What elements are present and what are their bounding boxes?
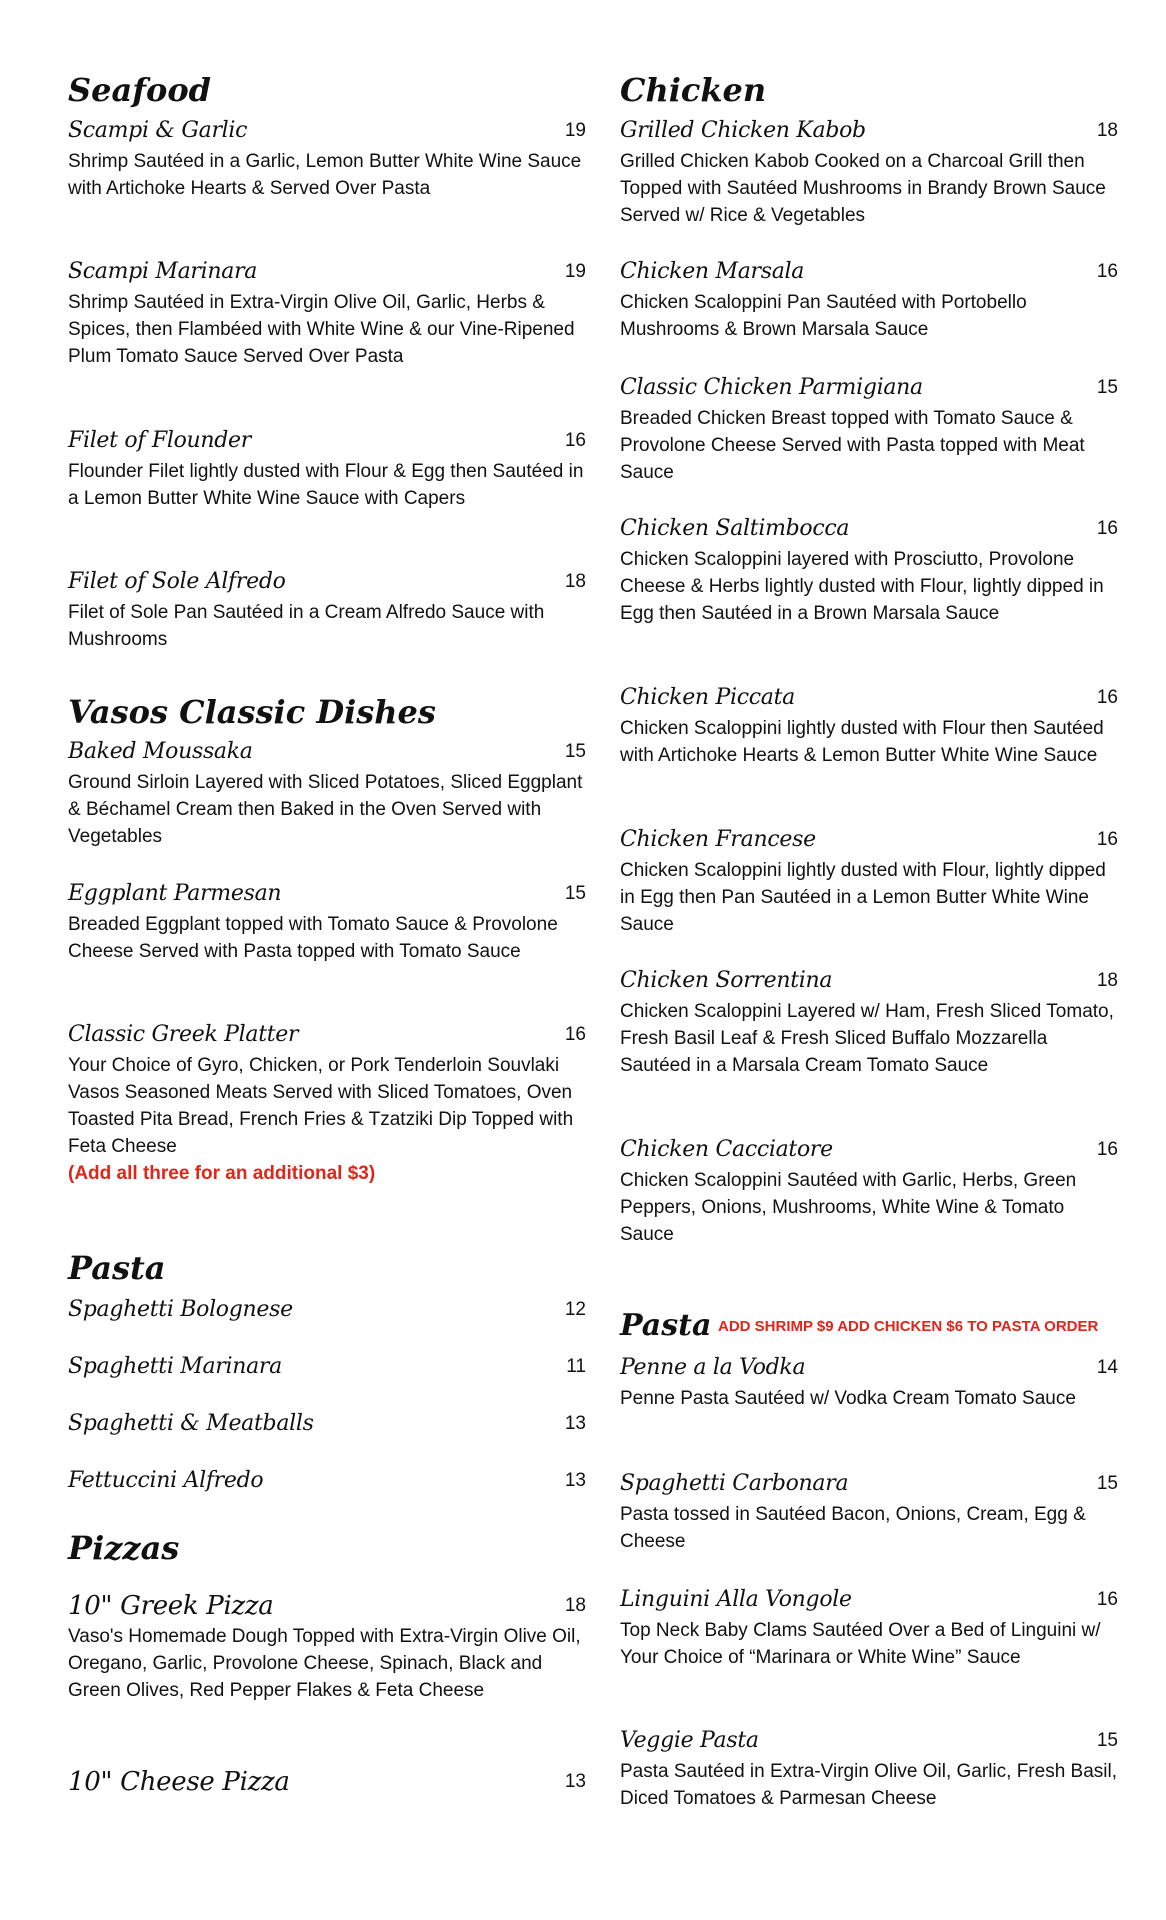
item-price: 16 bbox=[564, 430, 586, 451]
item-price: 16 bbox=[564, 1024, 586, 1045]
menu-item bbox=[68, 1767, 586, 1797]
item-price: 15 bbox=[564, 741, 586, 762]
item-name: Penne a la Vodka bbox=[620, 1355, 806, 1380]
item-note: (Add all three for an additional $3) bbox=[68, 1163, 376, 1184]
item-description: Breaded Eggplant topped with Tomato Sauce & Provolone Cheese Served with Pasta topped with Tomato Sauce bbox=[68, 914, 558, 962]
item-description: Grilled Chicken Kabob Cooked on a Charcoal Grill then Topped with Sautéed Mushrooms in Brandy Brown Sauce Served w/ Rice & Vegetables bbox=[620, 151, 1106, 226]
menu-item bbox=[620, 1135, 1118, 1248]
item-name: Chicken Piccata bbox=[620, 685, 795, 710]
item-name: Chicken Saltimbocca bbox=[620, 516, 850, 541]
item-name: Spaghetti Marinara bbox=[68, 1354, 282, 1379]
item-price: 19 bbox=[564, 261, 586, 282]
menu-item bbox=[68, 426, 586, 512]
menu-item bbox=[620, 1726, 1118, 1812]
item-price: 13 bbox=[564, 1771, 586, 1792]
item-name: Scampi Marinara bbox=[68, 259, 258, 284]
item-description: Top Neck Baby Clams Sautéed Over a Bed of Linguini w/ Your Choice of “Marinara or White Wine” Sauce bbox=[620, 1620, 1101, 1668]
menu-item bbox=[620, 1585, 1118, 1671]
chicken-heading: Chicken bbox=[620, 71, 767, 109]
menu-item bbox=[68, 1352, 586, 1382]
item-price: 16 bbox=[1096, 518, 1118, 539]
item-name: Chicken Francese bbox=[620, 827, 816, 852]
item-price: 16 bbox=[1096, 1139, 1118, 1160]
item-description: Chicken Scaloppini Pan Sautéed with Portobello Mushrooms & Brown Marsala Sauce bbox=[620, 292, 1027, 340]
menu-item bbox=[68, 1466, 586, 1496]
item-name: Grilled Chicken Kabob bbox=[620, 118, 866, 143]
item-price: 16 bbox=[1096, 829, 1118, 850]
item-name: Spaghetti Carbonara bbox=[620, 1471, 849, 1496]
item-name: Chicken Sorrentina bbox=[620, 968, 833, 993]
pasta-addon-note: ADD SHRIMP $9 ADD CHICKEN $6 TO PASTA ORDER bbox=[718, 1318, 1099, 1335]
item-description: Pasta tossed in Sautéed Bacon, Onions, Cream, Egg & Cheese bbox=[620, 1504, 1086, 1552]
menu-item bbox=[68, 1020, 586, 1187]
item-description: Flounder Filet lightly dusted with Flour & Egg then Sautéed in a Lemon Butter White Wine Sauce with Capers bbox=[68, 461, 584, 509]
item-description: Chicken Scaloppini layered with Prosciutto, Provolone Cheese & Herbs lightly dusted with Flour, lightly dipped in Egg then Sautéed in a Brown Marsala Sauce bbox=[620, 549, 1104, 624]
menu-item bbox=[620, 1469, 1118, 1555]
menu-item bbox=[68, 1591, 586, 1704]
item-price: 18 bbox=[1096, 970, 1118, 991]
item-price: 16 bbox=[1096, 687, 1118, 708]
item-price: 18 bbox=[1096, 120, 1118, 141]
item-price: 11 bbox=[566, 1356, 586, 1377]
item-name: Filet of Flounder bbox=[68, 428, 251, 453]
item-price: 15 bbox=[1096, 1473, 1118, 1494]
menu-item bbox=[68, 737, 586, 850]
item-price: 14 bbox=[1096, 1357, 1118, 1378]
pasta-heading: Pasta bbox=[68, 1249, 166, 1287]
item-price: 13 bbox=[564, 1470, 586, 1491]
item-description: Chicken Scaloppini lightly dusted with Flour, lightly dipped in Egg then Pan Sautéed in a Lemon Butter White Wine Sauce bbox=[620, 860, 1106, 935]
menu-item bbox=[68, 116, 586, 202]
item-description: Breaded Chicken Breast topped with Tomato Sauce & Provolone Cheese Served with Pasta topped with Meat Sauce bbox=[620, 408, 1085, 483]
item-name: Scampi & Garlic bbox=[68, 118, 248, 143]
item-price: 16 bbox=[1096, 261, 1118, 282]
item-description: Penne Pasta Sautéed w/ Vodka Cream Tomato Sauce bbox=[620, 1388, 1076, 1409]
item-name: Baked Moussaka bbox=[68, 739, 253, 764]
item-name: Spaghetti & Meatballs bbox=[68, 1411, 314, 1436]
menu-item bbox=[68, 1295, 586, 1325]
menu-item bbox=[620, 116, 1118, 229]
item-name: Veggie Pasta bbox=[620, 1728, 759, 1753]
item-name: Spaghetti Bolognese bbox=[68, 1297, 293, 1322]
item-price: 12 bbox=[564, 1299, 586, 1320]
item-price: 15 bbox=[1096, 1730, 1118, 1751]
item-name: 10" Greek Pizza bbox=[68, 1591, 274, 1621]
menu-item bbox=[620, 514, 1118, 627]
item-description: Shrimp Sautéed in a Garlic, Lemon Butter White Wine Sauce with Artichoke Hearts & Served Over Pasta bbox=[68, 151, 582, 199]
item-description: Chicken Scaloppini Layered w/ Ham, Fresh Sliced Tomato, Fresh Basil Leaf & Fresh Sliced Buffalo Mozzarella Sautéed in a Marsala Cream Tomato Sauce bbox=[620, 1001, 1114, 1076]
menu-item bbox=[620, 966, 1118, 1079]
item-name: Filet of Sole Alfredo bbox=[68, 569, 286, 594]
item-description: Chicken Scaloppini lightly dusted with Flour then Sautéed with Artichoke Hearts & Lemon Butter White Wine Sauce bbox=[620, 718, 1104, 766]
item-price: 15 bbox=[1096, 377, 1118, 398]
menu-item bbox=[620, 373, 1118, 486]
item-description: Your Choice of Gyro, Chicken, or Pork Tenderloin Souvlaki bbox=[68, 1055, 560, 1076]
item-price: 18 bbox=[564, 571, 586, 592]
item-name: Classic Greek Platter bbox=[68, 1022, 299, 1047]
menu-item bbox=[620, 257, 1118, 343]
item-description: Chicken Scaloppini Sautéed with Garlic, Herbs, Green Peppers, Onions, Mushrooms, White Wine & Tomato Sauce bbox=[620, 1170, 1077, 1245]
item-description: Vaso's Homemade Dough Topped with Extra-Virgin Olive Oil, Oregano, Garlic, Provolone Cheese, Spinach, Black and Green Olives, Red Pepper Flakes & Feta Cheese bbox=[68, 1626, 581, 1701]
item-price: 13 bbox=[564, 1413, 586, 1434]
item-price: 18 bbox=[564, 1595, 586, 1616]
item-name: Classic Chicken Parmigiana bbox=[620, 375, 923, 400]
menu-item bbox=[68, 257, 586, 370]
item-name: Linguini Alla Vongole bbox=[620, 1587, 852, 1612]
pizzas-heading: Pizzas bbox=[68, 1529, 180, 1567]
item-description: Ground Sirloin Layered with Sliced Potatoes, Sliced Eggplant & Béchamel Cream then Baked in the Oven Served with Vegetables bbox=[68, 772, 583, 847]
menu-item bbox=[68, 567, 586, 653]
item-name: 10" Cheese Pizza bbox=[68, 1767, 290, 1797]
menu-item bbox=[620, 1353, 1118, 1412]
item-price: 19 bbox=[564, 120, 586, 141]
item-description: Pasta Sautéed in Extra-Virgin Olive Oil, Garlic, Fresh Basil, Diced Tomatoes & Parmesan Cheese bbox=[620, 1761, 1118, 1809]
item-description-extra: Vasos Seasoned Meats Served with Sliced Tomatoes, Oven Toasted Pita Bread, French Fries & Tzatziki Dip Topped with Feta Cheese bbox=[68, 1082, 574, 1157]
item-name: Fettuccini Alfredo bbox=[68, 1468, 264, 1493]
item-name: Chicken Marsala bbox=[620, 259, 805, 284]
menu-item bbox=[68, 879, 586, 965]
item-description: Filet of Sole Pan Sautéed in a Cream Alfredo Sauce with Mushrooms bbox=[68, 602, 545, 650]
item-name: Chicken Cacciatore bbox=[620, 1137, 833, 1162]
seafood-heading: Seafood bbox=[68, 71, 212, 109]
menu-item bbox=[68, 1409, 586, 1439]
item-name: Eggplant Parmesan bbox=[68, 881, 282, 906]
item-price: 15 bbox=[564, 883, 586, 904]
classic-dishes-heading: Vasos Classic Dishes bbox=[68, 693, 436, 731]
menu-item bbox=[620, 825, 1118, 938]
pasta-heading: Pasta bbox=[620, 1308, 712, 1343]
pasta-header-row bbox=[620, 1306, 1118, 1346]
menu-item bbox=[620, 683, 1118, 769]
item-description: Shrimp Sautéed in Extra-Virgin Olive Oil, Garlic, Herbs & Spices, then Flambéed with White Wine & our Vine-Ripened Plum Tomato Sauce Served Over Pasta bbox=[68, 292, 575, 367]
item-price: 16 bbox=[1096, 1589, 1118, 1610]
